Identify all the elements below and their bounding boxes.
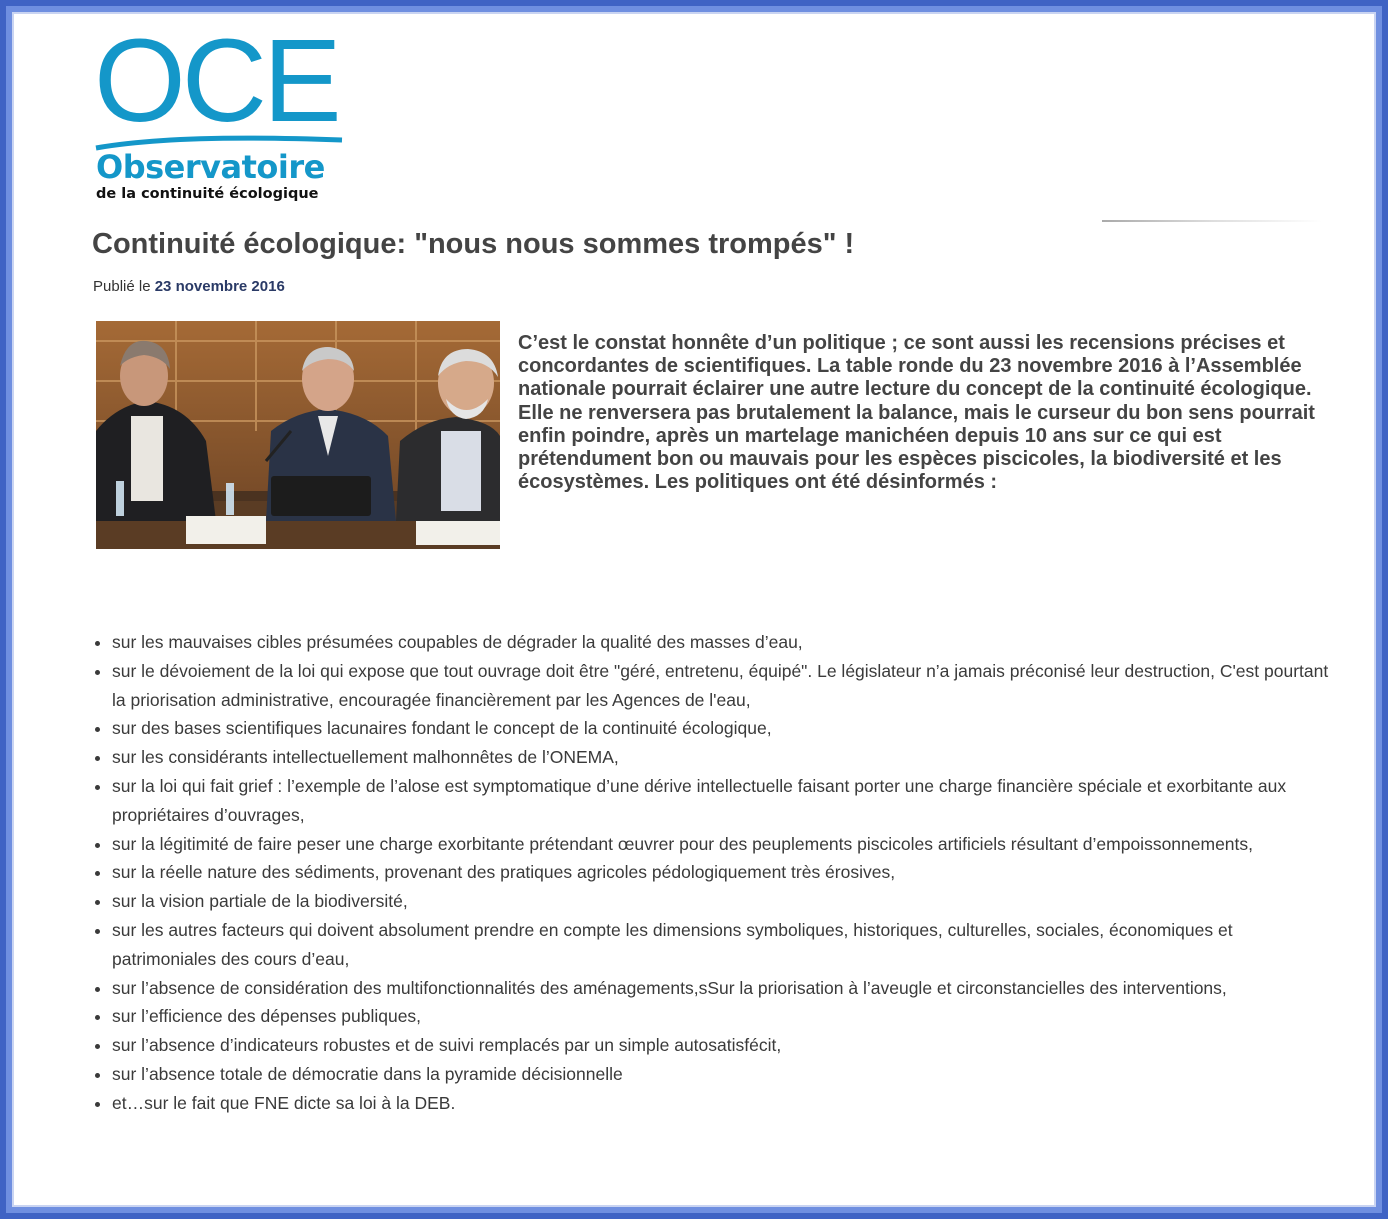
logo-name: Observatoire [96, 148, 325, 186]
list-item: • sur la vision partiale de la biodiversité, [112, 887, 1332, 916]
points-list [84, 628, 1332, 1118]
article-page [12, 12, 1376, 1207]
list-item: • sur l’absence de considération des multifonctionnalités des aménagements,sSur la priorisation à l’aveugle et circonstancielles des interventions, [112, 974, 1332, 1003]
published-prefix: Publié le [93, 278, 151, 295]
publish-meta [93, 278, 285, 295]
list-item: • sur des bases scientifiques lacunaires fondant le concept de la continuité écologique, [112, 714, 1332, 743]
oce-logo[interactable] [94, 15, 364, 207]
list-item: • sur le dévoiement de la loi qui expose que tout ouvrage doit être "géré, entretenu, équipé". Le législateur n’a jamais préconisé leur destruction, C'est pourtant la priorisation administrative, encouragée financièrement par les Agences de l'eau, [112, 657, 1332, 715]
list-item: • sur la loi qui fait grief : l’exemple de l’alose est symptomatique d’une dérive intellectuelle faisant porter une charge financière spéciale et exorbitante aux propriétaires d’ouvrages, [112, 772, 1332, 830]
list-item: • sur la légitimité de faire peser une charge exorbitante prétendant œuvrer pour des peuplements piscicoles artificiels résultant d’empoissonnements, [112, 830, 1332, 859]
header-divider [1102, 220, 1322, 222]
list-item: • sur les considérants intellectuellement malhonnêtes de l’ONEMA, [112, 743, 1332, 772]
list-item: • sur l’absence d’indicateurs robustes et de suivi remplacés par un simple autosatisfécit, [112, 1031, 1332, 1060]
list-item: • sur la réelle nature des sédiments, provenant des pratiques agricoles pédologiquement très érosives, [112, 858, 1332, 887]
list-item: • sur l’efficience des dépenses publiques, [112, 1002, 1332, 1031]
article-photo [96, 321, 500, 549]
logo-subtitle: de la continuité écologique [96, 186, 319, 202]
list-item: • et…sur le fait que FNE dicte sa loi à la DEB. [112, 1089, 1332, 1118]
list-item: • sur l’absence totale de démocratie dans la pyramide décisionnelle [112, 1060, 1332, 1089]
logo-wordmark: OCE [94, 15, 338, 147]
article-title: Continuité écologique: "nous nous sommes trompés" ! [92, 228, 855, 260]
list-item: • sur les autres facteurs qui doivent absolument prendre en compte les dimensions symboliques, historiques, culturelles, sociales, économiques et patrimoniales des cours d’eau, [112, 916, 1332, 974]
article-intro: C’est le constat honnête d’un politique ; ce sont aussi les recensions précises et concordantes de scientifiques. La table ronde du 23 novembre 2016 à l’Assemblée nationale pourrait éclairer une autre lecture du concept de la continuité écologique. Elle ne renversera pas brutalement la balance, mais le curseur du bon sens pourrait enfin poindre, après un martelage manichéen depuis 10 ans sur ce qui est prétendument bon ou mauvais pour les espèces piscicoles, la biodiversité et les écosystèmes. Les politiques ont été désinformés : [518, 332, 1315, 494]
list-item: • sur les mauvaises cibles présumées coupables de dégrader la qualité des masses d’eau, [112, 628, 1332, 657]
round-table-photo-icon [96, 321, 500, 549]
published-date: 23 novembre 2016 [154, 278, 285, 295]
